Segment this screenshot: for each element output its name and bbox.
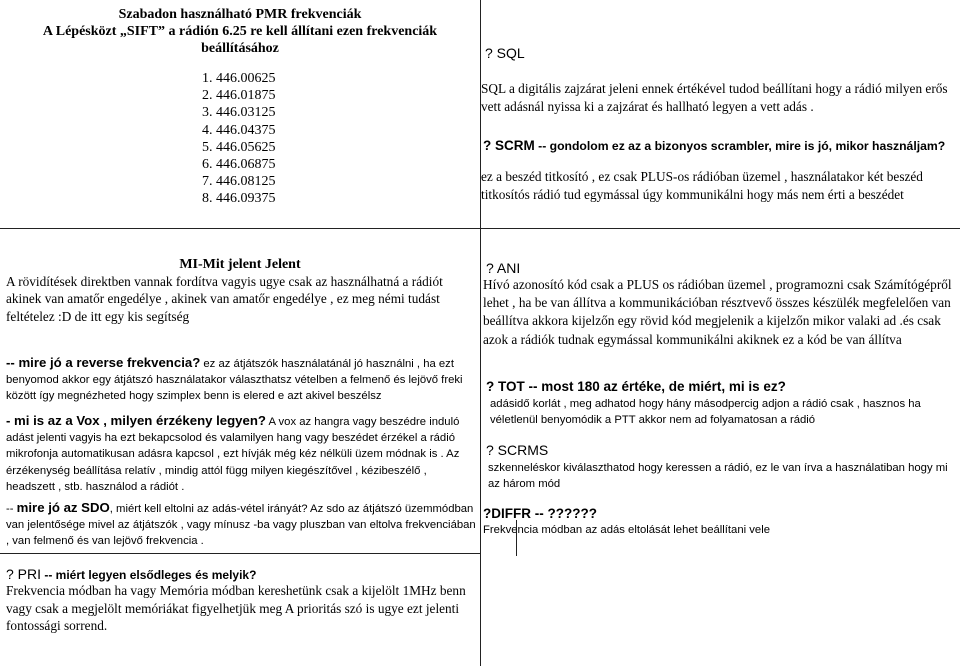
title-line-3: beállításához [201,41,279,56]
pri-heading-prefix: ? PRI [6,566,42,582]
frequency-table-title [0,6,480,57]
scrm-heading-prefix: ? SCRM [483,138,535,153]
frequency-item: 6. 446.06875 [202,157,276,173]
vox-qa [6,413,476,495]
scrm-description: ez a beszéd titkosító , ez csak PLUS-os rádióban üzemel , használatakor két beszéd titkosítós rádió tud egymással úgy kommunikálni hogy más nem érti a beszédet [481,169,923,202]
frequency-list [202,70,276,208]
vox-question: - mi is az a Vox , milyen érzékeny legyen? [6,413,266,428]
reverse-answer: ez az átjátszók használatánál jó használni , ha ezt benyomod akkor egy átjátszó használatakor választhatsz vételben a felmenő és lejövő freki között így megnézheted hogy szimplex benn is elered e azt akivel beszélsz [6,358,463,403]
pri-heading [6,566,256,582]
table-divider-horizontal-2 [0,553,480,554]
sdo-question: mire jó az SDO [16,500,110,515]
ani-description: Hívó azonosító kód csak a PLUS os rádióban üzemel , programozni csak Számítógépről lehet , ha be van állítva a kommunikációban résztvevő összes készülék megfelelően van beállítva akkora kijelzőn egy rövid kód megjelenik a kijelzőn mikor valaki ad .és csak azok a rádiók tudnak egymással kommunikálni akiknek ez a kód be van állítva [483,277,952,347]
ani-heading: ? ANI [486,260,521,276]
sql-heading: ? SQL [485,45,525,61]
frequency-item: 7. 446.08125 [202,174,276,190]
frequency-item: 2. 446.01875 [202,88,276,104]
frequency-item: 8. 446.09375 [202,191,276,207]
abbreviations-title: MI-Mit jelent Jelent [179,257,301,272]
vox-answer: A vox az hangra vagy beszédre induló adást jelenti vagyis ha ezt bekapcsolod és valamilyen hang vagy beszédet érzékel a rádió mikrofonja automatikusan adásra kapcsol , ezt hívják még kéz nélküli üzem módnak is . Az érzékenység beállítása relatív , mindig attól függ milyen kiegészítővel , kézibeszélő , headszett , stb. használod a rádiót . [6,416,460,493]
diffr-description: Frekvencia módban az adás eltolását lehet beállítani vele [483,524,770,536]
sdo-qa [6,500,476,550]
sdo-question-prefix: -- [6,503,17,515]
title-line-2: A Lépésközt „SIFT” a rádión 6.25 re kell állítani ezen frekvenciák [42,24,438,39]
frequency-item: 1. 446.00625 [202,71,276,86]
frequency-item: 4. 446.04375 [202,122,276,138]
tot-heading: ? TOT -- most 180 az értéke, de miért, mi is ez? [486,379,786,394]
sdo-question-suffix: , miért kell eltolni az adás-vétel irányát? [109,503,308,515]
sdo-answer: Az sdo az átjátszó üzemmódban van jelentősége mivel az átjátszók , vagy mínusz -ba vagy pluszban van eltolva frekvenciában , van felmenő és van lejövő frekvencia . [6,503,476,548]
sql-description: SQL a digitális zajzárat jeleni ennek értékével tudod beállítani hogy a rádió milyen erős vett adásnál nyissa ki a zajzárat és hallható legyen a vett adás . [481,81,948,114]
table-divider-vertical-bottom [480,228,481,666]
scrms-heading: ? SCRMS [486,442,549,458]
pri-heading-question: -- miért legyen elsődleges és melyik? [41,568,257,582]
title-line-1: Szabadon használható PMR frekvenciák [118,7,362,22]
frequency-item: 3. 446.03125 [202,105,276,121]
scrm-heading [483,138,953,154]
abbreviations-intro: A rövidítések direktben vannak fordítva vagyis ugye csak az használhatná a rádiót akinek van amatőr engedélye , akinek van amatőr engedélye , ez meg némi tudást feltételez :D de itt egy kis segítség [6,274,443,324]
tot-description: adásidő korlát , meg adhatod hogy hány másodpercig adjon a rádió csak , hasznos ha véletlenül benyomódik a PTT akkor nem ad folyamatosan a rádió [490,398,921,426]
reverse-frequency-qa [6,355,476,405]
diffr-heading: ?DIFFR -- ?????? [483,506,597,521]
scrm-heading-question: -- gondolom ez az a bizonyos scrambler, mire is jó, mikor használjam? [534,139,946,153]
reverse-question: -- mire jó a reverse frekvencia? [6,355,201,370]
scrms-description: szkenneléskor kiválaszthatod hogy keressen a rádió, ez le van írva a használatiban hogy mi az három mód [488,462,948,490]
frequency-item: 5. 446.05625 [202,139,276,155]
pri-description: Frekvencia módban ha vagy Memória módban kereshetünk csak a kijelölt 1MHz benn vagy csak a megjelölt memóriákat figyelhetjük meg A prioritás szó is ugye ezt jelenti fontossági sorrend. [6,583,466,633]
